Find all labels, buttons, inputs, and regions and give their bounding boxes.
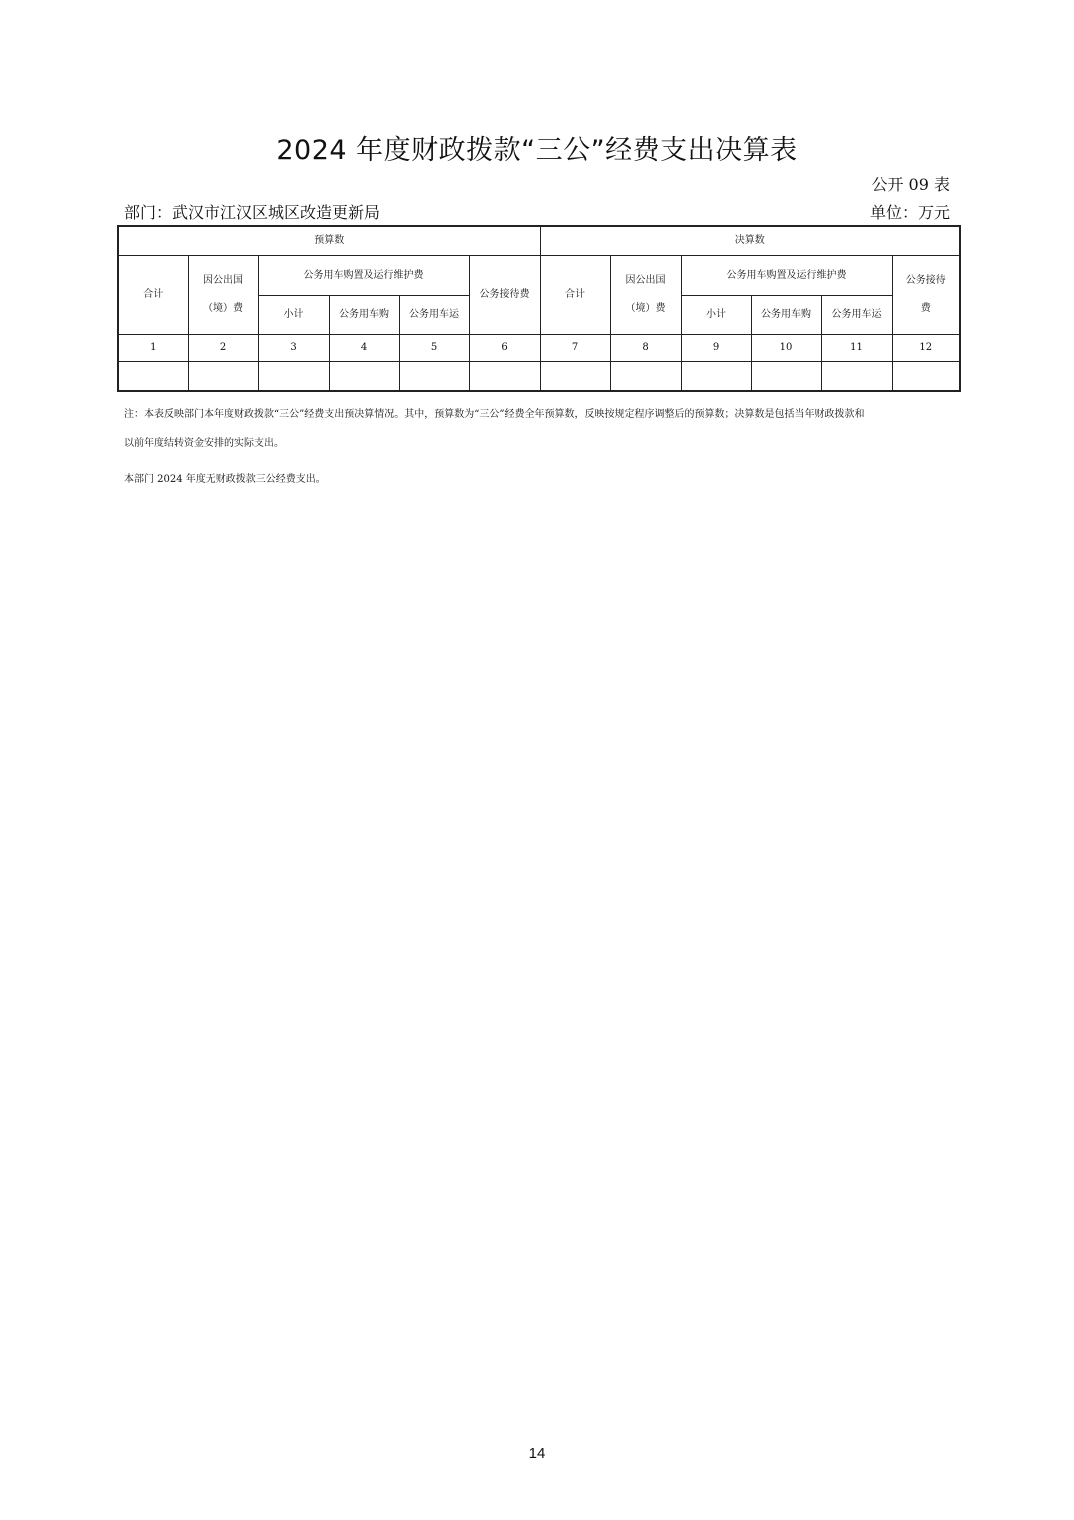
budget-reception-header: 公务接待费 [469,256,540,335]
table-code: 公开 09 表 [871,175,950,194]
page-title: 2024 年度财政拨款“三公”经费支出决算表 [276,135,798,166]
column-number: 9 [681,335,751,362]
budget-vehicle-operation-header: 公务用车运 [399,296,469,335]
budget-abroad-header: 因公出国 （境）费 [188,256,258,335]
budget-subtotal-header: 小计 [258,296,329,335]
final-total-header: 合计 [540,256,610,335]
column-number: 11 [821,335,892,362]
empty-cell [610,362,681,392]
column-number: 1 [118,335,188,362]
empty-cell [399,362,469,392]
column-number: 7 [540,335,610,362]
empty-cell [329,362,399,392]
column-number: 4 [329,335,399,362]
final-reception-header: 公务接待 费 [892,256,960,335]
empty-cell [821,362,892,392]
final-vehicle-group-header: 公务用车购置及运行维护费 [681,256,892,296]
final-vehicle-purchase-header: 公务用车购 [751,296,821,335]
column-number: 8 [610,335,681,362]
empty-cell [751,362,821,392]
empty-cell [540,362,610,392]
department-label: 部门：武汉市江汉区城区改造更新局 [124,203,381,222]
page-number: 14 [528,1445,546,1462]
three-public-expenses-table [117,225,961,392]
empty-cell [188,362,258,392]
empty-cell [469,362,540,392]
column-number: 2 [188,335,258,362]
final-subtotal-header: 小计 [681,296,751,335]
budget-group-header: 预算数 [118,226,540,256]
column-number: 12 [892,335,960,362]
empty-cell [118,362,188,392]
table-row [118,362,960,392]
column-number: 5 [399,335,469,362]
statement-text: 本部门 2024 年度无财政拨款三公经费支出。 [124,474,326,485]
budget-vehicle-purchase-header: 公务用车购 [329,296,399,335]
empty-cell [892,362,960,392]
column-number-row [118,335,960,362]
budget-vehicle-group-header: 公务用车购置及运行维护费 [258,256,469,296]
column-number: 6 [469,335,540,362]
unit-label: 单位：万元 [869,203,950,222]
note-text-line2: 以前年度结转资金安排的实际支出。 [124,438,284,449]
final-vehicle-operation-header: 公务用车运 [821,296,892,335]
final-group-header: 决算数 [540,226,960,256]
final-abroad-header: 因公出国 （境）费 [610,256,681,335]
budget-total-header: 合计 [118,256,188,335]
column-number: 3 [258,335,329,362]
column-number: 10 [751,335,821,362]
empty-cell [681,362,751,392]
note-text-line1: 注：本表反映部门本年度财政拨款“三公”经费支出预决算情况。其中，预算数为“三公”经费全年预算数，反映按规定程序调整后的预算数；决算数是包括当年财政拨款和 [124,409,865,420]
empty-cell [258,362,329,392]
